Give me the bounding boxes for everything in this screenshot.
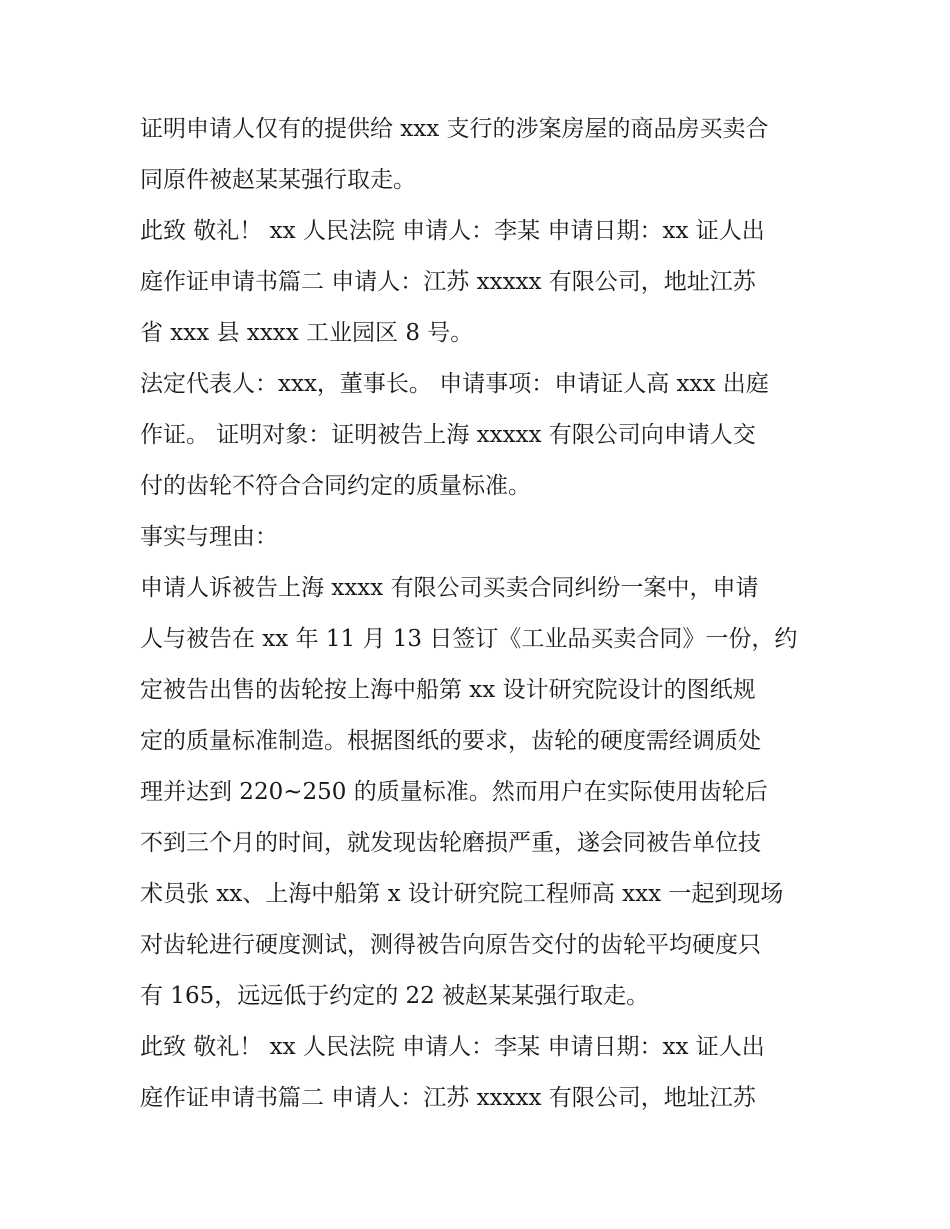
text-line: 此致 敬礼！ xx 人民法院 申请人：李某 申请日期：xx 证人出 (140, 218, 765, 244)
text-line: 证明申请人仅有的提供给 xxx 支行的涉案房屋的商品房买卖合 (140, 116, 769, 142)
text-line: 人与被告在 xx 年 11 月 13 日签订《工业品买卖合同》一份，约 (140, 626, 798, 652)
text-line: 定被告出售的齿轮按上海中船第 xx 设计研究院设计的图纸规 (140, 677, 756, 703)
text-line: 庭作证申请书篇二 申请人：江苏 xxxxx 有限公司，地址江苏 (140, 1085, 756, 1111)
text-line: 有 165，远远低于约定的 22 被赵某某强行取走。 (140, 983, 650, 1009)
text-line: 省 xxx 县 xxxx 工业园区 8 号。 (140, 320, 474, 346)
text-line: 定的质量标准制造。根据图纸的要求，齿轮的硬度需经调质处 (140, 728, 761, 754)
text-line: 申请人诉被告上海 xxxx 有限公司买卖合同纠纷一案中，申请 (140, 575, 759, 601)
text-line: 理并达到 220~250 的质量标准。然而用户在实际使用齿轮后 (140, 779, 768, 805)
text-line: 同原件被赵某某强行取走。 (140, 167, 416, 193)
text-line: 不到三个月的时间，就发现齿轮磨损严重，遂会同被告单位技 (140, 830, 761, 856)
text-line: 对齿轮进行硬度测试，测得被告向原告交付的齿轮平均硬度只 (140, 932, 761, 958)
text-line: 法定代表人：xxx，董事长。 申请事项：申请证人高 xxx 出庭 (140, 371, 769, 397)
text-line: 付的齿轮不符合合同约定的质量标准。 (140, 473, 531, 499)
text-line: 作证。 证明对象：证明被告上海 xxxxx 有限公司向申请人交 (140, 422, 756, 448)
document-body (140, 104, 820, 1124)
section-heading: 事实与理由： (140, 524, 278, 550)
text-line: 术员张 xx、上海中船第 x 设计研究院工程师高 xxx 一起到现场 (140, 881, 784, 907)
text-line: 此致 敬礼！ xx 人民法院 申请人：李某 申请日期：xx 证人出 (140, 1034, 765, 1060)
text-line: 庭作证申请书篇二 申请人：江苏 xxxxx 有限公司，地址江苏 (140, 269, 756, 295)
